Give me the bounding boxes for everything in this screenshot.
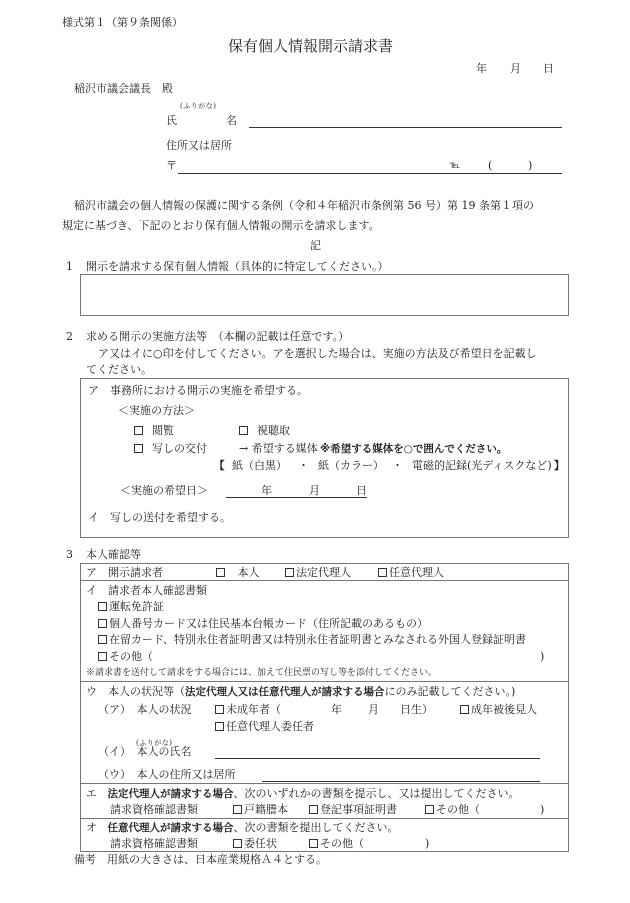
- voluntary-rep-doc-label: 請求資格確認書類: [110, 837, 198, 850]
- checkbox[interactable]: [134, 444, 143, 453]
- checkbox[interactable]: [134, 426, 143, 435]
- requester-name-field[interactable]: [249, 113, 561, 127]
- tel-label: ℡: [450, 160, 461, 171]
- row-divider: [80, 818, 569, 819]
- option-label: 任意代理人委任者: [226, 720, 314, 733]
- tel-close-paren: ): [528, 159, 533, 172]
- row-prefix: オ: [86, 821, 97, 834]
- checkbox[interactable]: [98, 652, 107, 661]
- requester-address-field[interactable]: [178, 158, 443, 172]
- section1-box: [80, 274, 569, 316]
- tel-open-paren: (: [488, 159, 493, 172]
- checkbox[interactable]: [239, 426, 248, 435]
- media-separator: ・: [298, 459, 309, 472]
- method-view-label: 閲覧: [152, 424, 174, 437]
- id-doc-other-field[interactable]: [168, 649, 538, 663]
- date-day-label: 日: [543, 62, 554, 75]
- legal-doc-registry[interactable]: [309, 803, 397, 817]
- name-label-2: 名: [226, 114, 237, 127]
- principal-status-label: （ア） 本人の状況: [98, 703, 192, 716]
- principal-address-field[interactable]: [262, 767, 540, 781]
- voluntary-doc-power-of-attorney[interactable]: [233, 837, 277, 851]
- principal-name-label: （イ） 本人の氏名: [98, 745, 192, 758]
- option-label: 未成年者（: [226, 703, 281, 716]
- date-month-label: 月: [510, 62, 521, 75]
- other-close-paren: ): [540, 803, 545, 816]
- heading-prefix: ウ 本人の状況等（: [86, 685, 185, 698]
- media-separator: ・: [392, 459, 403, 472]
- option-a-office[interactable]: ア 事務所における開示の実施を希望する。: [88, 384, 308, 397]
- principal-furigana-label: (ふりがな): [136, 739, 173, 747]
- row-prefix: エ: [86, 787, 97, 800]
- media-paper-color[interactable]: 紙（カラー）: [318, 459, 384, 472]
- doc-label: 在留カード、特別永住者証明書又は特別永住者証明書とみなされる外国人登録証明書: [109, 633, 527, 646]
- minor-birth-year: 年: [331, 703, 342, 716]
- method-listen[interactable]: [239, 424, 290, 438]
- principal-name-underline: [215, 758, 540, 759]
- media-paper-bw[interactable]: 紙（白黒）: [232, 459, 287, 472]
- section3-number: 3: [66, 548, 73, 561]
- checkbox[interactable]: [216, 568, 225, 577]
- id-doc-residence[interactable]: [98, 633, 526, 647]
- principal-name-field[interactable]: [215, 744, 540, 758]
- checkbox[interactable]: [425, 805, 434, 814]
- requester-type-self[interactable]: [216, 566, 260, 580]
- tel-number-field[interactable]: [536, 158, 562, 172]
- checkbox[interactable]: [233, 839, 242, 848]
- requester-type-voluntary[interactable]: [378, 566, 444, 580]
- page-title: 保有個人情報開示請求書: [228, 37, 394, 55]
- address-label: 住所又は居所: [166, 139, 232, 152]
- section2-title: 求める開示の実施方法等 （本欄の記載は任意です。）: [86, 330, 350, 343]
- intro-line-2: 規定に基づき、下記のとおり保有個人情報の開示を請求します。: [62, 219, 380, 232]
- postal-mark: 〒: [166, 159, 177, 172]
- option-label: 本人: [237, 566, 260, 579]
- address-underline: [178, 173, 562, 174]
- hope-date-underline: [226, 497, 367, 498]
- mail-note: ※請求書を送付して請求をする場合には、加えて住民票の写し等を添付してください。: [86, 668, 438, 678]
- principal-address-underline: [262, 781, 540, 782]
- checkbox[interactable]: [215, 722, 224, 731]
- hope-date-day: 日: [356, 484, 367, 497]
- method-listen-label: 視聴取: [257, 424, 290, 437]
- remark: 備考 用紙の大きさは、日本産業規格Ａ４とする。: [74, 853, 327, 866]
- other-close-paren: ): [425, 837, 430, 850]
- id-doc-license[interactable]: [98, 600, 164, 614]
- doc-label: 運転免許証: [109, 600, 164, 613]
- checkbox[interactable]: [98, 635, 107, 644]
- doc-label: その他（: [109, 650, 153, 663]
- tel-area-code-field[interactable]: [497, 158, 527, 172]
- voluntary-doc-other-field[interactable]: [372, 836, 422, 850]
- checkbox[interactable]: [233, 805, 242, 814]
- legal-doc-other[interactable]: [425, 803, 480, 817]
- legal-doc-other-field[interactable]: [487, 802, 537, 816]
- method-heading: ＜実施の方法＞: [118, 404, 195, 417]
- checkbox[interactable]: [98, 619, 107, 628]
- principal-status-heading: [86, 685, 515, 699]
- section2-instruction-1: ア又はイに○印を付してください。アを選択した場合は、実施の方法及び希望日を記載し: [98, 347, 537, 360]
- hope-date-year: 年: [261, 484, 272, 497]
- id-doc-mynumber[interactable]: [98, 617, 428, 631]
- row-divider: [80, 681, 569, 682]
- checkbox[interactable]: [460, 705, 469, 714]
- option-label: 成年被後見人: [471, 703, 537, 716]
- media-note: ※希望する媒体を○で囲んでください。: [320, 443, 508, 455]
- heading-text: 、次のいずれかの書類を提示し、又は提出してください。: [233, 787, 520, 800]
- section1-number: 1: [66, 260, 73, 273]
- voluntary-doc-other[interactable]: [309, 837, 364, 851]
- option-i-mail[interactable]: イ 写しの送付を希望する。: [88, 511, 231, 524]
- method-view[interactable]: [134, 424, 174, 438]
- hope-date-field[interactable]: [226, 483, 366, 497]
- minor-birth-day: 日生）: [400, 703, 433, 716]
- other-close-paren: ): [540, 650, 545, 663]
- media-bracket-open: 【: [214, 460, 225, 472]
- method-copy[interactable]: [134, 442, 207, 456]
- legal-rep-heading: [86, 787, 520, 801]
- media-bracket-close: 】: [554, 460, 565, 472]
- principal-address-label: （ウ） 本人の住所又は居所: [98, 768, 236, 781]
- section1-title: 開示を請求する保有個人情報（具体的に特定してください。）: [86, 260, 389, 273]
- media-arrow-label: → 希望する媒体: [239, 442, 318, 455]
- id-doc-other[interactable]: [98, 650, 153, 664]
- id-docs-label: イ 請求者本人確認書類: [86, 584, 207, 597]
- legal-doc-family-register[interactable]: [233, 803, 288, 817]
- hope-date-month: 月: [309, 484, 320, 497]
- voluntary-rep-heading: [86, 821, 399, 835]
- date-year-label: 年: [476, 62, 487, 75]
- doc-label: 個人番号カード又は住民基本台帳カード（住所記載のあるもの）: [109, 617, 428, 630]
- name-label-1: 氏: [166, 114, 177, 127]
- media-electronic[interactable]: 電磁的記録(光ディスクなど): [412, 459, 552, 472]
- checkbox[interactable]: [215, 705, 224, 714]
- heading-bold: 法定代理人又は任意代理人が請求する場合: [185, 686, 385, 698]
- date-heading: ＜実施の希望日＞: [120, 484, 208, 497]
- status-delegator[interactable]: [215, 720, 314, 734]
- option-label: 法定代理人: [296, 566, 351, 579]
- requester-type-label: ア 開示請求者: [86, 566, 163, 579]
- doc-label: その他（: [436, 803, 480, 816]
- status-adult-ward[interactable]: [460, 703, 537, 717]
- status-minor[interactable]: [215, 703, 281, 717]
- furigana-label: (ふりがな): [180, 102, 217, 110]
- row-divider: [80, 580, 569, 581]
- ki-label: 記: [310, 239, 321, 252]
- checkbox[interactable]: [98, 602, 107, 611]
- option-label: 任意代理人: [389, 566, 444, 579]
- requester-type-legal[interactable]: [285, 566, 351, 580]
- checkbox[interactable]: [309, 839, 318, 848]
- heading-text: 、次の書類を提出してください。: [233, 821, 399, 834]
- heading-bold: 法定代理人が請求する場合: [107, 788, 234, 800]
- checkbox[interactable]: [378, 568, 387, 577]
- doc-label: 戸籍謄本: [244, 803, 288, 816]
- checkbox[interactable]: [309, 805, 318, 814]
- personal-info-textarea[interactable]: [81, 275, 568, 315]
- checkbox[interactable]: [285, 568, 294, 577]
- form-number: 様式第１（第９条関係）: [62, 16, 183, 29]
- legal-rep-doc-label: 請求資格確認書類: [110, 803, 198, 816]
- heading-bold: 任意代理人が請求する場合: [107, 822, 234, 834]
- doc-label: 委任状: [244, 837, 277, 850]
- section2-number: 2: [66, 330, 73, 343]
- section2-instruction-2: てください。: [86, 363, 152, 376]
- intro-line-1: 稲沢市議会の個人情報の保護に関する条例（令和４年稲沢市条例第 56 号）第 19 条第１項の: [74, 199, 534, 212]
- heading-suffix: にのみ記載してください。): [384, 685, 516, 698]
- name-underline: [249, 127, 562, 128]
- doc-label: その他（: [320, 837, 364, 850]
- minor-birth-month: 月: [368, 703, 379, 716]
- section3-title: 本人確認等: [86, 548, 141, 561]
- row-divider: [80, 783, 569, 784]
- method-copy-label: 写しの交付: [152, 442, 207, 455]
- addressee: 稲沢市議会議長 殿: [74, 82, 173, 95]
- doc-label: 登記事項証明書: [320, 803, 397, 816]
